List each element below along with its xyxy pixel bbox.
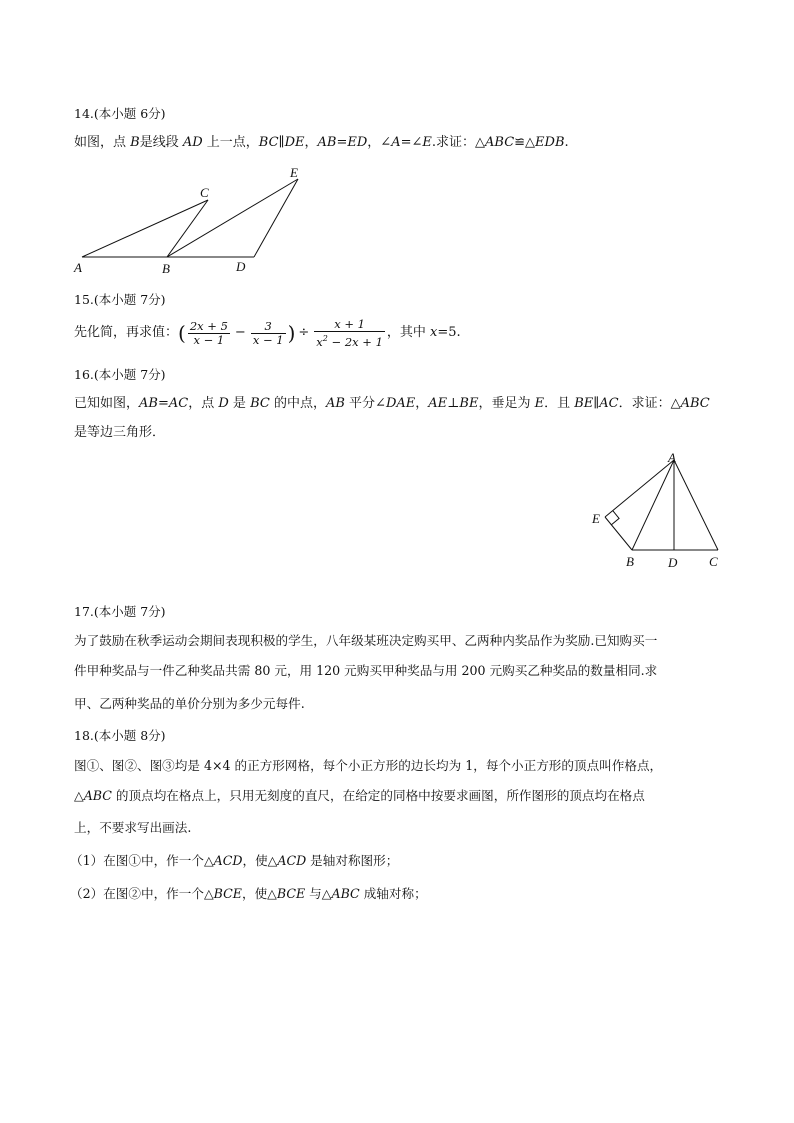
q14-symbol: =∠: [400, 135, 423, 150]
q18-text: 的顶点均在格点上，只用无刻度的直尺，在给定的同格中按要求画图，所作图形的顶点均在格点: [111, 788, 645, 803]
q18-text: （2）在图②中，作一个△: [70, 886, 214, 901]
q16-var: BE: [459, 396, 479, 411]
q15-f1-denominator: x − 1: [193, 332, 225, 347]
q14-label-e: E: [290, 165, 298, 180]
q16-segment-eb: [605, 517, 632, 550]
q14-segment-cb: [167, 200, 208, 257]
q16-var: AE: [428, 396, 448, 411]
q16-segment-ae: [605, 460, 674, 517]
q14-var: ED: [347, 135, 368, 150]
q14-symbol: ≌△: [514, 135, 536, 150]
q15-heading: 15.(本小题 7分): [74, 292, 166, 307]
q17-heading: 17.(本小题 7分): [74, 604, 166, 619]
q14-var: E: [422, 135, 432, 150]
q16-var: AB: [325, 396, 345, 411]
q14-label-b: B: [162, 261, 170, 276]
q14-text: 如图，点: [74, 135, 131, 150]
q14-var: DE: [284, 135, 305, 150]
q16-var: ABC: [680, 396, 710, 411]
q15-f3-den-x: x: [316, 334, 323, 349]
q14-text: .: [564, 135, 569, 150]
q15-paren-close: ): [287, 321, 296, 345]
q16-label-c: C: [709, 554, 718, 569]
q18-line1: 图①、图②、图③均是 4×4 的正方形网格，每个小正方形的边长均为 1，每个小正方形的顶点叫作格点，: [74, 758, 663, 773]
q17-line2: 件甲种奖品与一件乙种奖品共需 80 元，用 120 元购买甲种奖品与用 200 元购买乙种奖品的数量相同.求: [74, 663, 658, 678]
q18-part1: [70, 851, 398, 871]
q16-text: ，: [415, 396, 429, 411]
q17-line1: 为了鼓励在秋季运动会期间表现积极的学生，八年级某班决定购买甲、乙两种内奖品作为奖励.已知购买一: [74, 633, 658, 648]
q16-text: 是: [228, 396, 251, 411]
q16-var: BC: [250, 396, 270, 411]
q14-segment-ac: [82, 200, 208, 257]
q18-var: ACD: [277, 853, 307, 868]
q18-text: 是轴对称图形；: [306, 853, 399, 868]
q15-paren-open: (: [178, 321, 186, 345]
q14-heading: 14.(本小题 6分): [74, 106, 166, 121]
q16-text: ，点: [188, 396, 219, 411]
q14-var: B: [130, 135, 140, 150]
q18-var: BCE: [213, 886, 242, 901]
q18-text: ，使△: [242, 853, 278, 868]
q15-fraction-1: [188, 320, 230, 347]
q16-label-b: B: [626, 554, 634, 569]
q16-text: ，垂足为: [478, 396, 535, 411]
q14-text: 是线段: [139, 135, 183, 150]
q15-text: =5.: [437, 325, 461, 340]
q14-symbol: =: [336, 135, 348, 150]
q18-var: ABC: [83, 788, 112, 803]
q18-text: 成轴对称；: [359, 886, 427, 901]
q14-var: BC: [258, 135, 279, 150]
q14-var: ABC: [485, 135, 515, 150]
q16-var: AB: [139, 396, 158, 411]
q14-figure: [70, 160, 320, 280]
q18-var: BCE: [276, 886, 306, 901]
q18-var: ACD: [213, 853, 243, 868]
q14-var: EDB: [535, 135, 565, 150]
q14-text: 上一点，: [202, 135, 259, 150]
q16-statement-line2: 是等边三角形．: [74, 425, 166, 440]
q18-line3: 上，不要求写出画法.: [74, 820, 192, 835]
q14-var: AD: [182, 135, 203, 150]
q15-text: ，其中: [386, 325, 431, 340]
q15-f2-numerator: 3: [251, 320, 286, 334]
q16-label-e: E: [592, 511, 600, 526]
q18-text: （1）在图①中，作一个△: [70, 853, 214, 868]
q16-right-angle-mark: [611, 511, 619, 525]
q16-var: DAE: [385, 396, 416, 411]
q16-var: E: [534, 396, 545, 411]
q16-label-a: A: [668, 450, 676, 465]
q16-text: 已知如图，: [74, 396, 140, 411]
q16-symbol: ⊥: [447, 396, 460, 411]
q14-segment-ed: [254, 179, 298, 257]
q14-label-c: C: [200, 185, 209, 200]
q15-f3-numerator: x + 1: [314, 318, 385, 332]
q15-minus: −: [234, 325, 246, 340]
q16-symbol: =: [157, 396, 169, 411]
q16-var: AC: [599, 396, 619, 411]
q18-line2: [74, 786, 645, 806]
q16-text: ．求证：△: [618, 396, 681, 411]
q14-segment-be: [167, 179, 298, 257]
q16-symbol: ∥: [593, 396, 600, 411]
q16-var: BE: [574, 396, 594, 411]
q18-var: ABC: [331, 886, 360, 901]
q16-figure: [585, 448, 735, 578]
q14-label-d: D: [236, 259, 246, 274]
q18-text: 与△: [305, 886, 332, 901]
q15-statement: [74, 316, 461, 351]
q15-f3-den-exp: 2: [322, 333, 328, 343]
q14-label-a: A: [74, 260, 82, 275]
q16-var: AC: [168, 396, 189, 411]
q18-heading: 18.(本小题 8分): [74, 728, 166, 743]
q18-part2: [70, 884, 427, 904]
q16-segment-ac: [674, 460, 718, 550]
q15-f3-den-rest: − 2x + 1: [327, 334, 383, 349]
q15-text: 先化简，再求值：: [74, 325, 179, 340]
q14-var: A: [391, 135, 401, 150]
q14-text: ，∠: [367, 135, 392, 150]
q14-var: AB: [317, 135, 337, 150]
q16-text: 平分∠: [344, 396, 386, 411]
q17-line3: 甲、乙两种奖品的单价分别为多少元每件.: [74, 696, 305, 711]
q16-var: D: [218, 396, 229, 411]
q14-statement: [74, 133, 569, 153]
q16-text: ．且: [544, 396, 575, 411]
q16-label-d: D: [668, 555, 678, 570]
q15-divide: ÷: [298, 325, 310, 340]
q18-text: △: [74, 788, 84, 803]
q16-segment-ab: [632, 460, 674, 550]
q14-text: ，: [304, 135, 318, 150]
q18-text: ，使△: [241, 886, 277, 901]
q14-text: .求证：△: [431, 135, 486, 150]
q16-statement-line1: [74, 394, 710, 414]
q15-fraction-3: [314, 318, 385, 349]
q16-text: 的中点，: [269, 396, 326, 411]
q15-f1-numerator: 2x + 5: [189, 318, 228, 333]
q14-symbol: ∥: [278, 135, 285, 150]
q15-var: x: [430, 325, 438, 340]
q16-heading: 16.(本小题 7分): [74, 367, 166, 382]
q15-fraction-2: [251, 320, 286, 347]
q15-f3-denominator: [314, 332, 385, 349]
q15-f2-denominator: x − 1: [252, 332, 284, 347]
